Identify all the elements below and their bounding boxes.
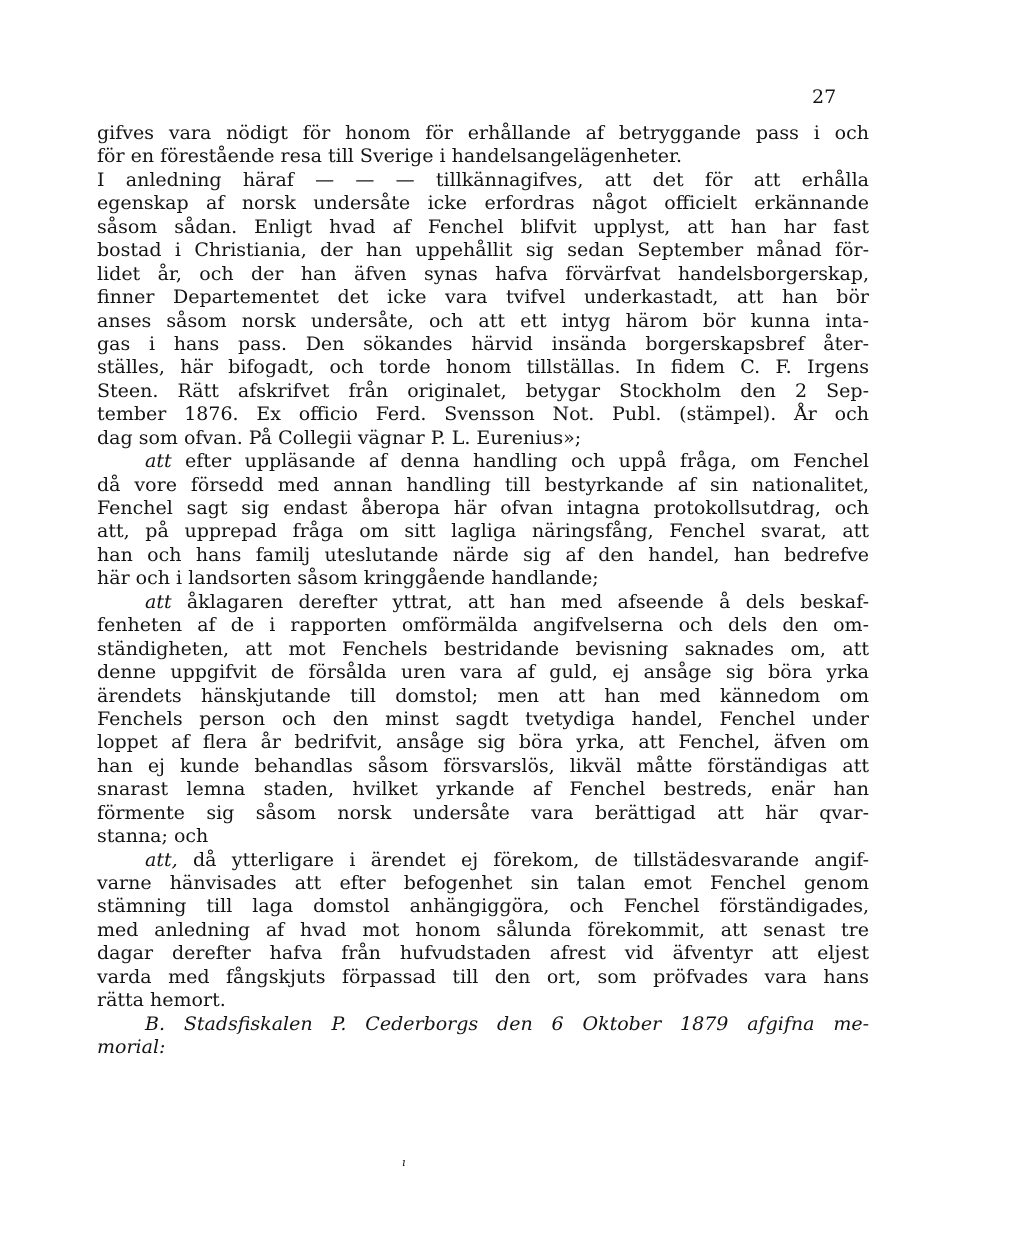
italic-lead: att [145,450,172,473]
text-line: Fenchels person och den minst sagdt tvetydiga handel, Fenchel under [97,707,869,730]
text-line: dag som ofvan. På Collegii vägnar P. L. Eurenius»; [97,426,582,449]
text-line: då vore försedd med annan handling till bestyrkande af sin nationalitet, [97,473,869,496]
text-line [97,591,869,614]
text-line: denne uppgifvit de försålda uren vara af guld, ej ansåge sig böra yrka [97,661,869,684]
text-line: han ej kunde behandlas såsom försvarslös, likväl måtte förständigas att [97,754,869,777]
text-line: anses såsom norsk undersåte, och att ett intyg härom bör kunna inta- [97,309,869,332]
text-line: stanna; och [97,825,209,848]
stray-mark: ı [402,1156,406,1169]
text-line: Fenchel sagt sig endast åberopa här ofvan intagna protokollsutdrag, och [97,497,869,519]
text-line: tember 1876. Ex officio Ferd. Svensson Not. Publ. (stämpel). År och [97,403,869,426]
text-line: att, på upprepad fråga om sitt lagliga näringsfång, Fenchel svarat, att [97,520,869,543]
text-line: med anledning af hvad mot honom sålunda förekommit, att senast tre [97,918,869,941]
text-line: Steen. Rätt afskrifvet från originalet, betygar Stockholm den 2 Sep- [97,379,869,402]
text-line [97,849,869,872]
text-line: stämning till laga domstol anhängiggöra, och Fenchel förständigades, [97,895,869,918]
text-line: förmente sig såsom norsk undersåte vara berättigad att här qvar- [97,801,869,824]
text-line: här och i landsorten såsom kringgående handlande; [97,567,599,590]
text-line: gas i hans pass. Den sökandes härvid insända borgerskapsbref åter- [97,332,869,355]
text-line: lidet år, och der han äfven synas hafva förvärfvat handelsborgerskap, [97,262,869,285]
text-line: han och hans familj uteslutande närde sig af den handel, han bedrefve [97,543,869,566]
text-run: efter uppläsande af denna handling och uppå fråga, om Fenchel [171,450,869,473]
section-heading-b-continued: morial: [97,1036,166,1059]
text-line: varda med fångskjuts förpassad till den ort, som pröfvades vara hans [97,965,869,988]
text-line: fenheten af de i rapporten omförmälda angifvelserna och dels den om- [97,614,869,637]
text-line: I anledning häraf — — — tillkännagifves, att det för att erhålla [97,168,869,191]
text-line: gifves vara nödigt för honom för erhållande af betryggande pass i och [97,122,869,144]
text-line: ständigheten, att mot Fenchels bestridande bevisning saknades om, att [97,637,869,660]
text-line: snarast lemna staden, hvilket yrkande af Fenchel bestreds, enär han [97,778,869,801]
page-number: 27 [812,86,837,108]
body-text [97,122,869,1060]
text-line: för en förestående resa till Sverige i handelsangelägenheter. [97,145,683,168]
section-heading-b: B. Stadsfiskalen P. Cederborgs den 6 Oktober 1879 afgifna me- [145,1012,869,1035]
italic-lead: att [145,590,172,613]
text-line: varne hänvisades att efter befogenhet sin talan emot Fenchel genom [97,872,869,894]
text-run: då ytterligare i ärendet ej förekom, de tillstädesvarande angif- [177,848,869,871]
text-line: egenskap af norsk undersåte icke erfordras något officielt erkännande [97,192,869,215]
text-line: bostad i Christiania, der han uppehållit sig sedan September månad för- [97,239,869,262]
text-line: rätta hemort. [97,989,226,1012]
text-line: ärendets hänskjutande till domstol; men att han med kännedom om [97,684,869,707]
text-line: loppet af flera år bedrifvit, ansåge sig böra yrka, att Fenchel, äfven om [97,731,869,754]
text-line [97,450,869,473]
italic-lead: att, [145,848,178,871]
text-line: finner Departementet det icke vara tvifvel underkastadt, att han bör [97,286,869,309]
text-line: ställes, här bifogadt, och torde honom tillställas. In fidem C. F. Irgens [97,356,869,379]
text-line: såsom sådan. Enligt hvad af Fenchel blifvit upplyst, att han har fast [97,215,869,238]
text-line: dagar derefter hafva från hufvudstaden afrest vid äfventyr att eljest [97,942,869,965]
text-run: åklagaren derefter yttrat, att han med afseende å dels beskaf- [171,590,869,613]
